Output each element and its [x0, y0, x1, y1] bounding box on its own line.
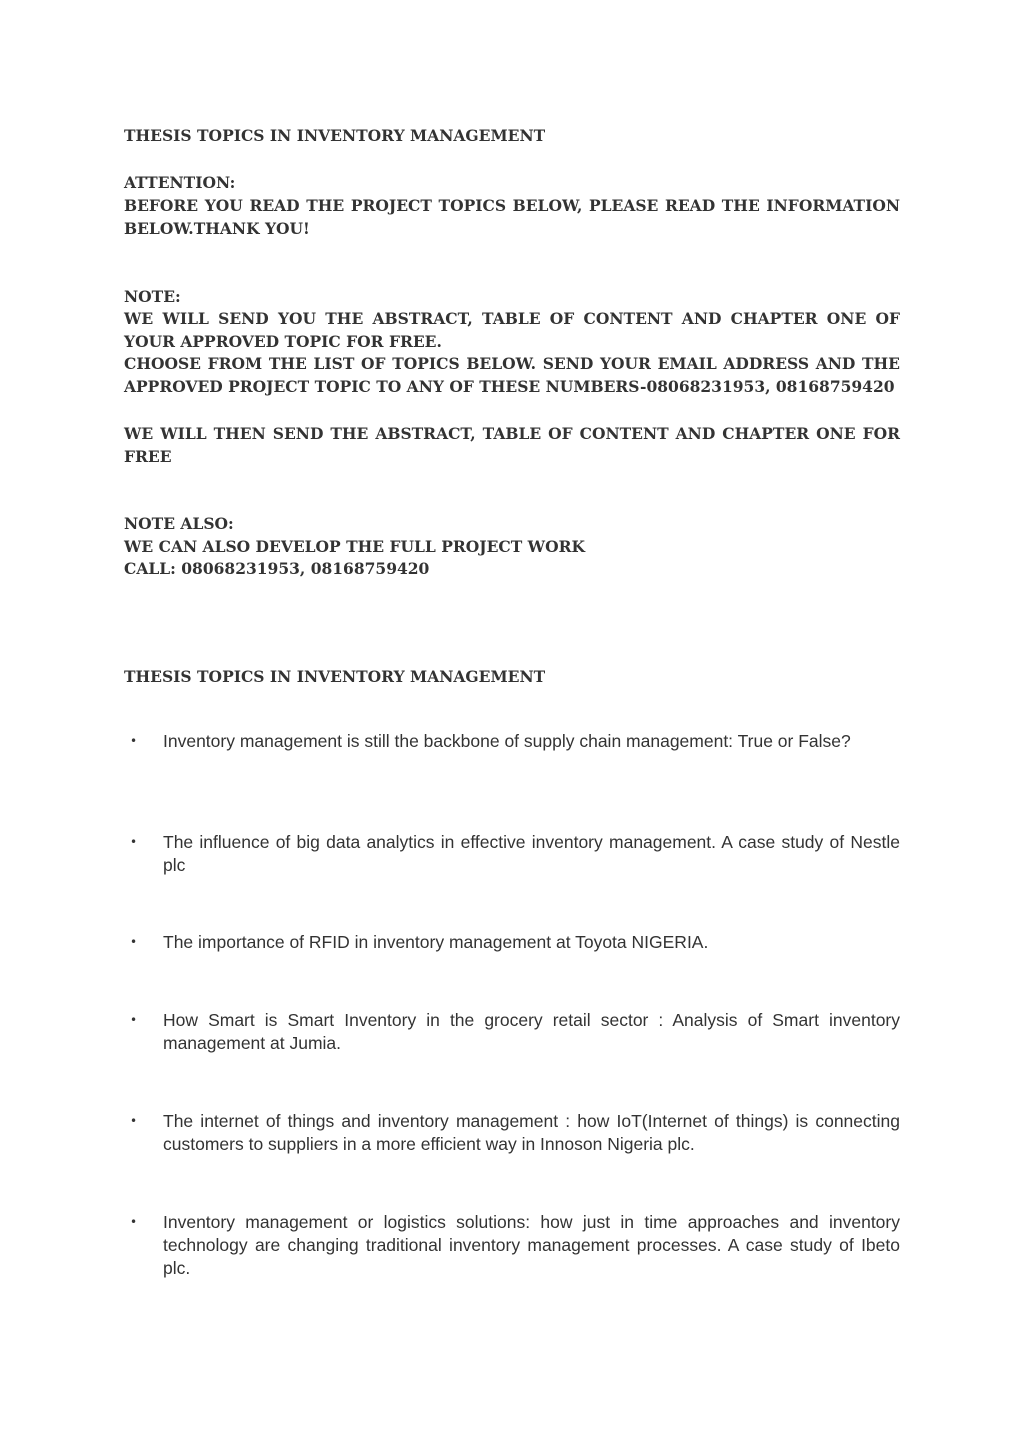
topic-text: The influence of big data analytics in effective inventory management. A case study of Nestle plc [163, 832, 900, 875]
note-free-offer: WE WILL SEND YOU THE ABSTRACT, TABLE OF CONTENT AND CHAPTER ONE OF YOUR APPROVED TOPIC FOR FREE. [124, 309, 900, 351]
topics-heading: THESIS TOPICS IN INVENTORY MANAGEMENT [124, 667, 546, 686]
topic-text: The internet of things and inventory management : how IoT(Internet of things) is connecting customers to suppliers in a more efficient way in Innoson Nigeria plc. [163, 1111, 900, 1154]
note-also-label: NOTE ALSO: [124, 514, 234, 533]
bullet-icon: • [130, 1215, 138, 1229]
bullet-icon: • [130, 734, 138, 748]
topic-text: The importance of RFID in inventory management at Toyota NIGERIA. [163, 932, 709, 952]
bullet-icon: • [130, 835, 138, 849]
note-also-service: WE CAN ALSO DEVELOP THE FULL PROJECT WORK [124, 537, 585, 556]
page-title: THESIS TOPICS IN INVENTORY MANAGEMENT [124, 126, 546, 145]
topic-text: Inventory management or logistics solutions: how just in time approaches and inventory technology are changing traditional inventory management processes. A case study of Ibeto plc. [163, 1212, 900, 1278]
bullet-icon: • [130, 1013, 138, 1027]
attention-text: BEFORE YOU READ THE PROJECT TOPICS BELOW, PLEASE READ THE INFORMATION BELOW.THANK YOU! [124, 196, 900, 238]
topic-text: How Smart is Smart Inventory in the grocery retail sector : Analysis of Smart inventory management at Jumia. [163, 1010, 900, 1053]
bullet-icon: • [130, 1114, 138, 1128]
note-also-contact: CALL: 08068231953, 08168759420 [124, 559, 430, 578]
note-follow-up: WE WILL THEN SEND THE ABSTRACT, TABLE OF CONTENT AND CHAPTER ONE FOR FREE [124, 424, 900, 466]
bullet-icon: • [130, 935, 138, 949]
note-label: NOTE: [124, 287, 181, 306]
document-page [124, 0, 900, 1449]
attention-label: ATTENTION: [124, 173, 236, 192]
note-instructions: CHOOSE FROM THE LIST OF TOPICS BELOW. SEND YOUR EMAIL ADDRESS AND THE APPROVED PROJECT TOPIC TO ANY OF THESE NUMBERS-08068231953, 08168759420 [124, 354, 900, 396]
topic-text: Inventory management is still the backbone of supply chain management: True or False? [163, 731, 851, 751]
